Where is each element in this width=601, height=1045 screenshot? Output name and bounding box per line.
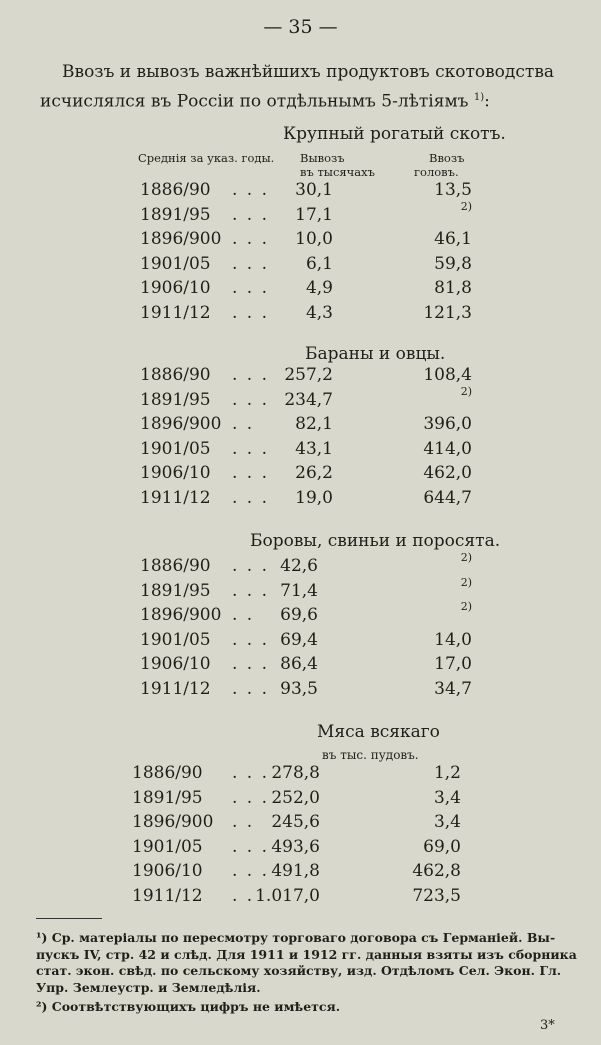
table-row [0,630,601,654]
leader-dots: . . . [232,278,270,299]
import-cell: 2) [460,575,472,589]
export-cell: 30,1 [295,180,333,200]
import-cell: 69,0 [423,836,461,857]
leader-dots: . . . [232,629,270,650]
leader-dots: . . . [232,861,270,882]
leader-dots: . . . [232,438,270,459]
export-cell: 82,1 [295,414,333,435]
table-row [0,180,601,204]
export-cell: 1.017,0 [255,886,320,906]
export-cell: 252,0 [271,787,320,808]
period-cell: 1906/10 [140,278,211,299]
import-cell: 2) [460,384,472,398]
export-cell: 10,0 [295,229,333,250]
period-cell: 1891/95 [140,389,211,410]
import-cell: 3,4 [433,812,461,833]
table-row [0,763,601,787]
table-row [0,488,601,512]
export-cell: 17,1 [295,204,333,225]
table-row [0,812,601,836]
leader-dots: . . . [232,253,270,274]
leader-dots: . . . [232,836,270,857]
import-cell: 59,8 [434,253,472,274]
import-cell: 121,3 [423,303,472,323]
export-cell: 71,4 [280,580,318,601]
leader-dots: . . . [232,463,270,484]
section-title-meat: Мяса всякаго [317,722,440,742]
export-cell: 19,0 [295,488,333,508]
import-cell: 462,0 [423,463,472,484]
period-cell: 1891/95 [140,204,211,225]
leader-dots: . . . [232,229,270,250]
period-cell: 1901/05 [140,253,211,274]
leader-dots: . . . [232,204,270,225]
table-row [0,861,601,885]
leader-dots: . . . [232,303,270,323]
table-row [0,463,601,487]
import-cell: 1,2 [433,763,461,783]
footnote-divider [36,918,102,919]
export-cell: 4,9 [305,278,333,299]
import-cell: 13,5 [434,180,472,200]
import-cell: 46,1 [434,229,472,250]
leader-dots: . . . [232,580,270,601]
table-row [0,254,601,278]
column-header-export: Вывозъ [300,151,345,165]
leader-dots: . . . [232,488,270,508]
export-cell: 86,4 [280,654,318,675]
period-cell: 1886/90 [140,180,211,200]
import-cell: 14,0 [434,629,472,650]
period-cell: 1896/900 [140,414,222,435]
leader-dots: . . [232,605,255,626]
import-cell: 396,0 [423,414,472,435]
leader-dots: . . [232,886,255,906]
period-cell: 1896/900 [132,812,214,833]
import-cell: 2) [460,600,472,614]
import-cell: 723,5 [412,886,461,906]
period-cell: 1886/90 [132,763,203,783]
table-row [0,600,601,629]
period-cell: 1906/10 [140,654,211,675]
period-cell: 1886/90 [140,556,211,576]
table-row [0,439,601,463]
export-cell: 69,6 [280,605,318,626]
import-cell: 2) [460,199,472,213]
import-cell: 81,8 [434,278,472,299]
table-row [0,199,601,229]
export-cell: 257,2 [284,365,333,385]
table-row [0,654,601,678]
period-cell: 1901/05 [140,438,211,459]
leader-dots: . . . [232,679,270,699]
import-cell: 3,4 [433,787,461,808]
import-cell: 644,7 [423,488,472,508]
leader-dots: . . . [232,763,270,783]
import-cell: 17,0 [434,654,472,675]
export-cell: 69,4 [280,629,318,650]
table-row [0,278,601,302]
period-cell: 1891/95 [132,787,203,808]
export-cell: 4,3 [305,303,333,323]
export-cell: 26,2 [295,463,333,484]
period-cell: 1896/900 [140,605,222,626]
section-title-cattle: Крупный рогатый скотъ. [283,124,506,144]
table-row [0,365,601,389]
footnote-2: ²) Соотвѣтствующихъ цифръ не имѣется. [36,999,341,1014]
leader-dots: . . [232,414,255,435]
table-row [0,384,601,414]
table-row [0,414,601,438]
period-cell: 1901/05 [140,629,211,650]
export-cell: 493,6 [271,836,320,857]
leader-dots: . . [232,812,255,833]
period-cell: 1911/12 [132,886,203,906]
table-row [0,679,601,703]
intro-line-2: исчислялся въ Россіи по отдѣльнымъ 5-лѣтіямъ $^{1)}$: [40,91,490,112]
export-cell: 93,5 [280,679,318,699]
period-cell: 1891/95 [140,580,211,601]
export-cell: 6,1 [305,253,333,274]
table-row [0,837,601,861]
footnote-ref: 1) [473,92,485,103]
import-cell: 34,7 [434,679,472,699]
page-number: — 35 — [263,16,338,38]
table-row [0,788,601,812]
leader-dots: . . . [232,787,270,808]
table-row [0,229,601,253]
table-row [0,551,601,580]
table-row [0,575,601,605]
import-cell: 108,4 [423,365,472,385]
leader-dots: . . . [232,365,270,385]
export-cell: 278,8 [271,763,320,783]
column-header-period: Среднія за указ. годы. [138,151,275,165]
column-header-export-unit: въ тысячахъ [300,165,375,179]
export-cell: 245,6 [271,812,320,833]
export-cell: 234,7 [284,389,333,410]
footnote-1: ¹) Ср. матеріалы по пересмотру торговаго договора съ Германіей. Вы- пускъ IV, стр. 42 и слѣд. Для 1911 и 1912 гг. данныя взяты изъ сборника стат. экон. свѣд. по сельскому хозяйству, изд. Отдѣломъ Сел. Экон. Гл. Упр. Землеустр. и Земледѣлія. [36,930,577,995]
table-row [0,303,601,327]
leader-dots: . . . [232,180,270,200]
meat-unit-label: въ тыс. пудовъ. [322,748,419,762]
export-cell: 491,8 [271,861,320,882]
signature-mark: 3* [540,1018,555,1033]
leader-dots: . . . [232,556,270,576]
period-cell: 1911/12 [140,303,211,323]
column-header-import-unit: головъ. [414,165,459,179]
leader-dots: . . . [232,389,270,410]
import-cell: 462,8 [412,861,461,882]
period-cell: 1911/12 [140,488,211,508]
column-header-import: Ввозъ [429,151,465,165]
period-cell: 1896/900 [140,229,222,250]
period-cell: 1901/05 [132,836,203,857]
section-title-sheep: Бараны и овцы. [305,344,446,364]
export-cell: 43,1 [295,438,333,459]
intro-paragraph [40,60,588,115]
period-cell: 1911/12 [140,679,211,699]
period-cell: 1886/90 [140,365,211,385]
import-cell: 414,0 [423,438,472,459]
table-row [0,886,601,910]
intro-line-1: Ввозъ и вывозъ важнѣйшихъ продуктовъ скотоводства [62,62,555,82]
period-cell: 1906/10 [140,463,211,484]
leader-dots: . . . [232,654,270,675]
export-cell: 42,6 [280,556,318,576]
section-title-pigs: Боровы, свиньи и поросята. [250,531,501,551]
period-cell: 1906/10 [132,861,203,882]
import-cell: 2) [460,551,472,564]
